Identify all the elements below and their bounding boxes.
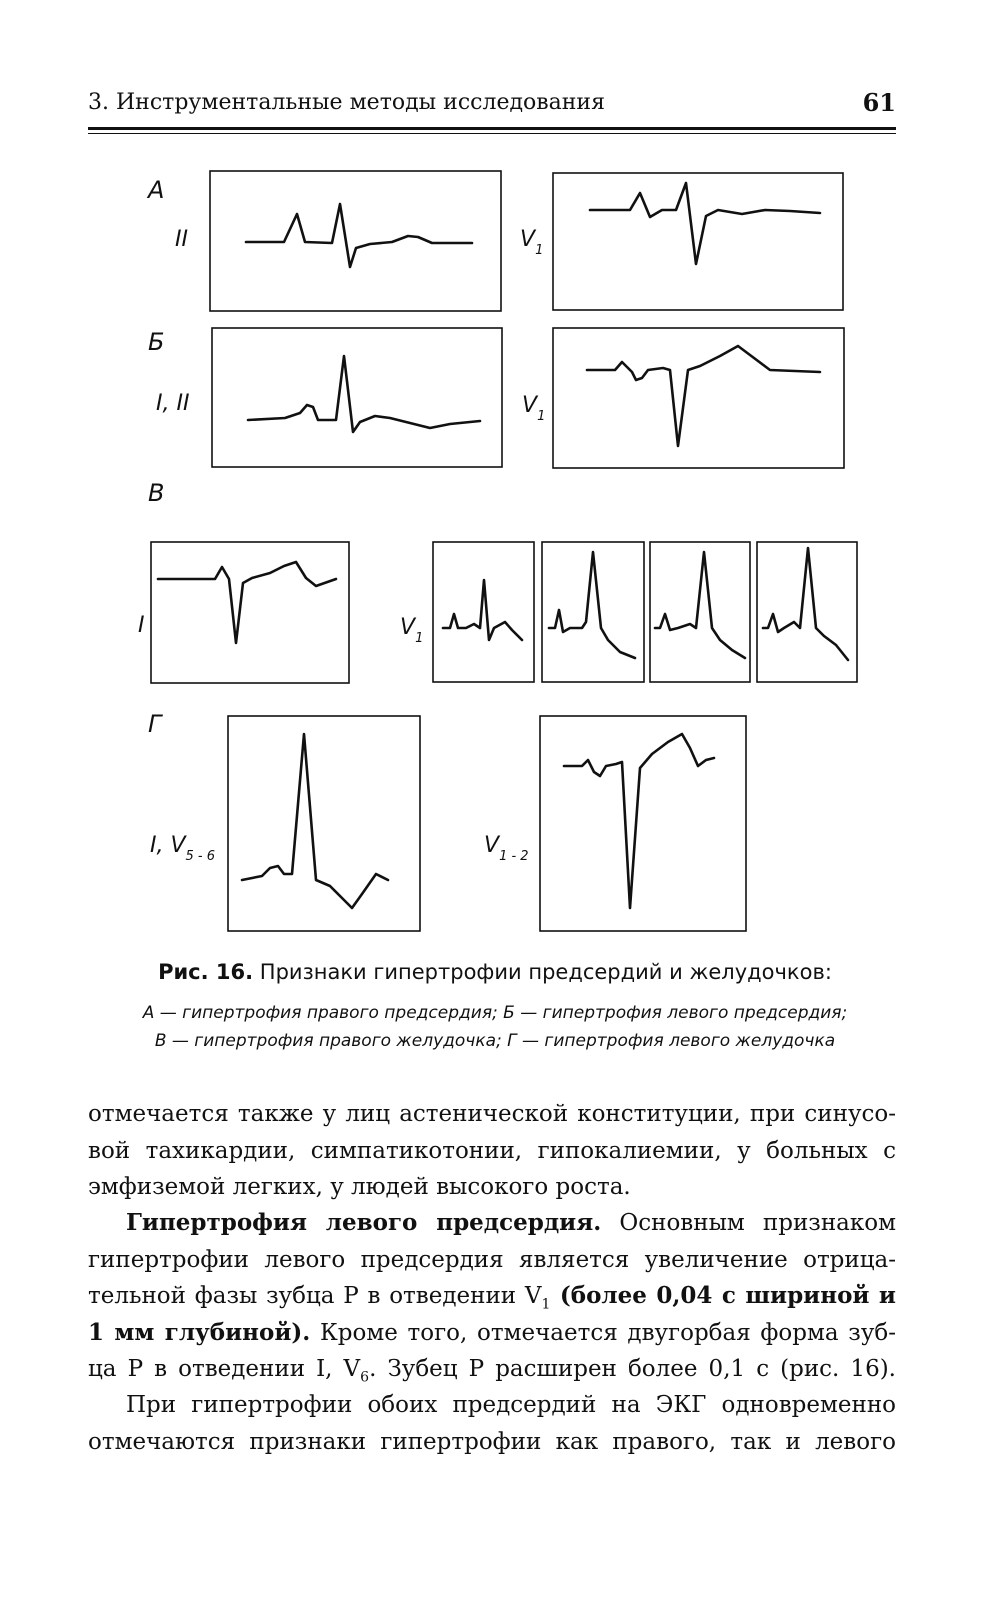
paragraph-2-heading: Гипертрофия левого предсердия. [126, 1209, 602, 1236]
lead-label-g-left [150, 833, 215, 864]
ecg-wave-v1-1 [443, 580, 522, 640]
lead-label-g-left-sub: 5 - 6 [185, 849, 216, 864]
paragraph-2-line-5-text: ца Р в отведении I, V [88, 1356, 361, 1382]
ecg-box-v-lead-i [151, 542, 349, 683]
lead-label-a-right [520, 227, 543, 258]
ecg-wave-v1-4 [763, 548, 848, 660]
ecg-wave-b-left [248, 356, 480, 432]
paragraph-1 [88, 1096, 896, 1206]
paragraph-2-line-5 [88, 1351, 896, 1388]
lead-label-g-left-main: I, V [150, 833, 186, 858]
panel-letter-g: Г [148, 710, 162, 738]
figure-caption-text: Признаки гипертрофии предсердий и желудочков: [253, 960, 832, 984]
paragraph-2-line-5-rest: . Зубец Р расширен более 0,1 с (рис. 16). [369, 1356, 896, 1382]
ecg-box-b-left [212, 328, 502, 467]
figure-caption-title [80, 960, 910, 984]
lead-label-b-right-sub: 1 [537, 409, 546, 424]
lead-label-v-left: I [138, 613, 145, 638]
lead-label-g-right-sub: 1 - 2 [499, 849, 529, 864]
chapter-title: 3. Инструментальные методы исследования [88, 90, 605, 115]
lead-label-a-left: II [175, 227, 188, 252]
ecg-box-v1-3 [650, 542, 750, 682]
paragraph-2-line-3-text: тельной фазы зубца Р в отведении V [88, 1283, 542, 1309]
figure-number: Рис. 16. [158, 960, 254, 984]
ecg-wave-g-left [242, 734, 388, 908]
ecg-box-a-right [553, 173, 843, 310]
figure-caption-line-1: А — гипертрофия правого предсердия; Б — гипертрофия левого предсердия; [142, 1003, 848, 1023]
paragraph-2-line-5-sub: 6 [360, 1369, 370, 1386]
lead-label-g-right-main: V [484, 833, 500, 858]
ecg-wave-a-right [590, 183, 820, 264]
paragraph-2-line-4-text: Кроме того, отмечается двугорбая форма зуб- [310, 1319, 896, 1346]
ecg-box-g-right [540, 716, 746, 931]
ecg-wave-g-right [564, 734, 714, 908]
lead-label-v-right [400, 615, 423, 646]
ecg-box-v1-1 [433, 542, 534, 682]
paragraph-2-line-3-bold: (более 0,04 с шириной и [550, 1282, 896, 1309]
ecg-box-b-right [553, 328, 844, 468]
paragraph-2 [88, 1205, 896, 1388]
paragraph-2-line-1 [88, 1205, 896, 1242]
ecg-wave-v1-3 [655, 552, 745, 658]
paragraph-1-line-3: эмфиземой легких, у людей высокого роста. [88, 1174, 631, 1200]
ecg-wave-b-right [587, 346, 820, 446]
paragraph-2-line-1-text: Основным признаком [601, 1210, 896, 1236]
lead-label-a-right-sub: 1 [535, 243, 544, 258]
lead-label-v-right-main: V [400, 615, 416, 640]
paragraph-2-line-2: гипертрофии левого предсердия является увеличение отрица- [88, 1246, 896, 1273]
paragraph-1-line-1: отмечается также у лиц астенической конституции, при синусо- [88, 1101, 896, 1127]
lead-label-b-right [522, 393, 545, 424]
paragraph-3-line-2: отмечаются признаки гипертрофии как правого, так и левого [88, 1428, 896, 1455]
lead-label-g-right [484, 833, 529, 864]
paragraph-2-line-3 [88, 1278, 896, 1315]
paragraph-3 [88, 1387, 896, 1460]
paragraph-2-line-3-sub: 1 [541, 1296, 551, 1313]
paragraph-3-line-1: При гипертрофии обоих предсердий на ЭКГ одновременно [126, 1392, 896, 1418]
lead-label-b-right-main: V [522, 393, 538, 418]
ecg-box-g-left [228, 716, 420, 931]
ecg-wave-v1-2 [549, 552, 635, 658]
page-number: 61 [862, 88, 896, 117]
paragraph-2-line-4 [88, 1315, 896, 1352]
ecg-wave-v-lead-i [158, 562, 336, 643]
figure-caption-line-2: В — гипертрофия правого желудочка; Г — гипертрофия левого желудочка [154, 1031, 836, 1051]
lead-label-b-left: I, II [156, 391, 190, 416]
ecg-wave-a-left [246, 204, 472, 267]
panel-letter-b: Б [148, 328, 165, 356]
lead-label-a-right-main: V [520, 227, 536, 252]
panel-letter-a: А [148, 176, 165, 204]
lead-label-v-right-sub: 1 [415, 631, 424, 646]
panel-letter-v: В [148, 479, 165, 507]
paragraph-2-line-4-bold: 1 мм глубиной). [88, 1318, 311, 1346]
paragraph-1-line-2: вой тахикардии, симпатикотонии, гипокалиемии, у больных с [88, 1137, 896, 1164]
